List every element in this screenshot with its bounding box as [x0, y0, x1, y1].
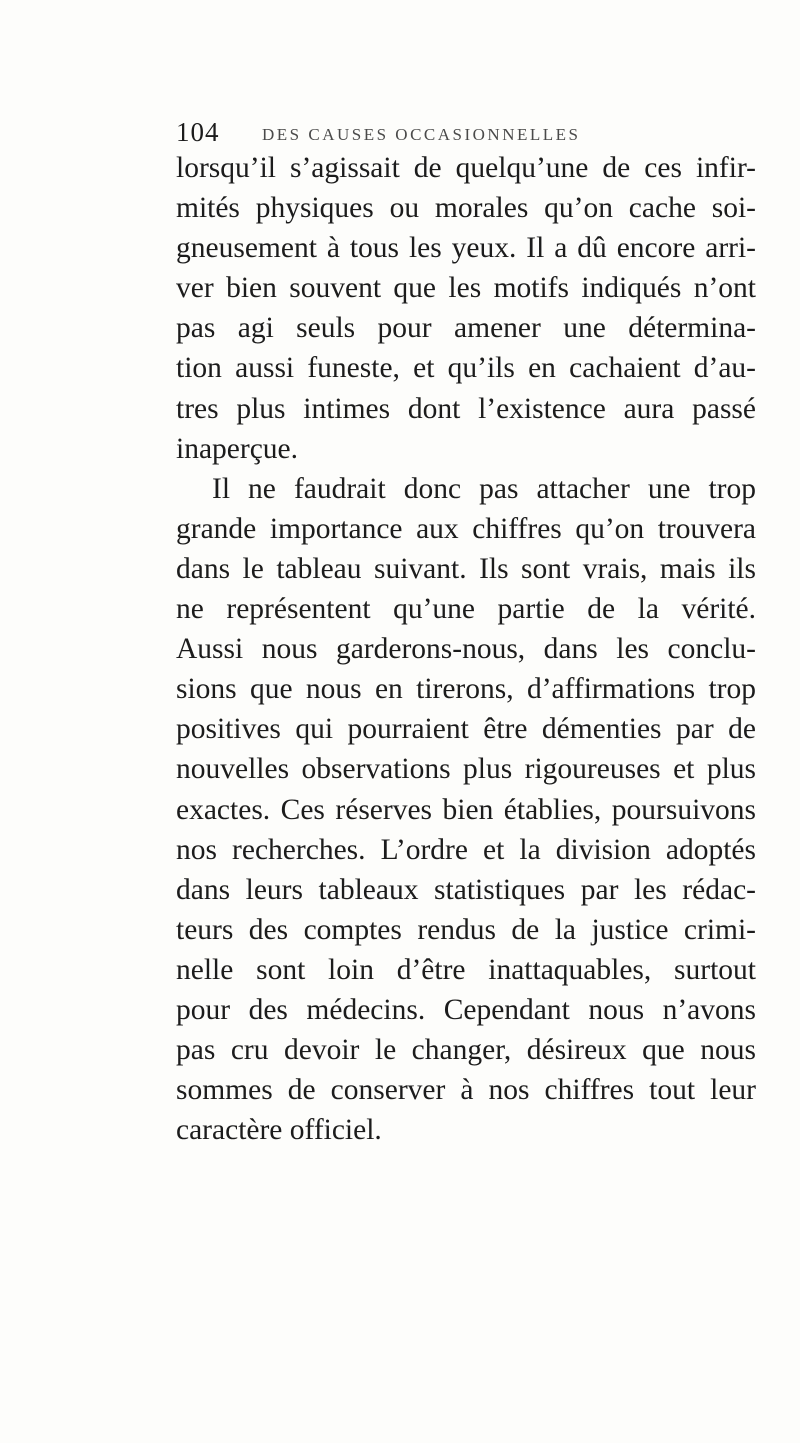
text-line: Il ne faudrait donc pas attacher une trop: [212, 472, 756, 505]
text-line: nouvelles observations plus rigoureuses et plus: [176, 753, 756, 786]
text-line: inaperçue.: [176, 432, 299, 465]
text-line: ne représentent qu’une partie de la vérité.: [176, 593, 756, 626]
text-line: sommes de conserver à nos chiffres tout leur: [176, 1074, 756, 1107]
text-line: dans le tableau suivant. Ils sont vrais, mais ils: [176, 552, 756, 585]
running-title: DES CAUSES OCCASIONNELLES: [262, 125, 581, 144]
text-line: lorsqu’il s’agissait de quelqu’une de ces infir-: [176, 152, 756, 184]
text-line: exactes. Ces réserves bien établies, poursuivons: [176, 793, 756, 826]
text-line: gneusement à tous les yeux. Il a dû encore arri-: [176, 232, 756, 265]
text-line: sions que nous en tirerons, d’affirmations trop: [176, 673, 756, 706]
text-line: mités physiques ou morales qu’on cache soi-: [176, 192, 756, 225]
text-line: nos recherches. L’ordre et la division adoptés: [176, 833, 756, 866]
text-line: tion aussi funeste, et qu’ils en cachaient d’au-: [176, 352, 756, 385]
text-line: pas agi seuls pour amener une détermina-: [176, 312, 756, 345]
text-line: nelle sont loin d’être inattaquables, surtout: [176, 953, 756, 986]
text-line: pas cru devoir le changer, désireux que nous: [176, 1034, 756, 1067]
text-line: grande importance aux chiffres qu’on trouvera: [176, 512, 756, 545]
page-header: [176, 117, 776, 147]
page-number: 104: [176, 117, 220, 147]
text-line: caractère officiel.: [176, 1114, 382, 1147]
text-line: ver bien souvent que les motifs indiqués n’ont: [176, 272, 756, 305]
text-line: dans leurs tableaux statistiques par les rédac-: [176, 873, 756, 906]
text-line: tres plus intimes dont l’existence aura passé: [176, 392, 756, 425]
body-text: [176, 148, 756, 1150]
text-line: teurs des comptes rendus de la justice crimi-: [176, 913, 756, 946]
text-line: pour des médecins. Cependant nous n’avons: [176, 993, 756, 1026]
text-line: Aussi nous garderons-nous, dans les conclu-: [176, 633, 756, 666]
text-line: positives qui pourraient être démenties par de: [176, 713, 756, 746]
